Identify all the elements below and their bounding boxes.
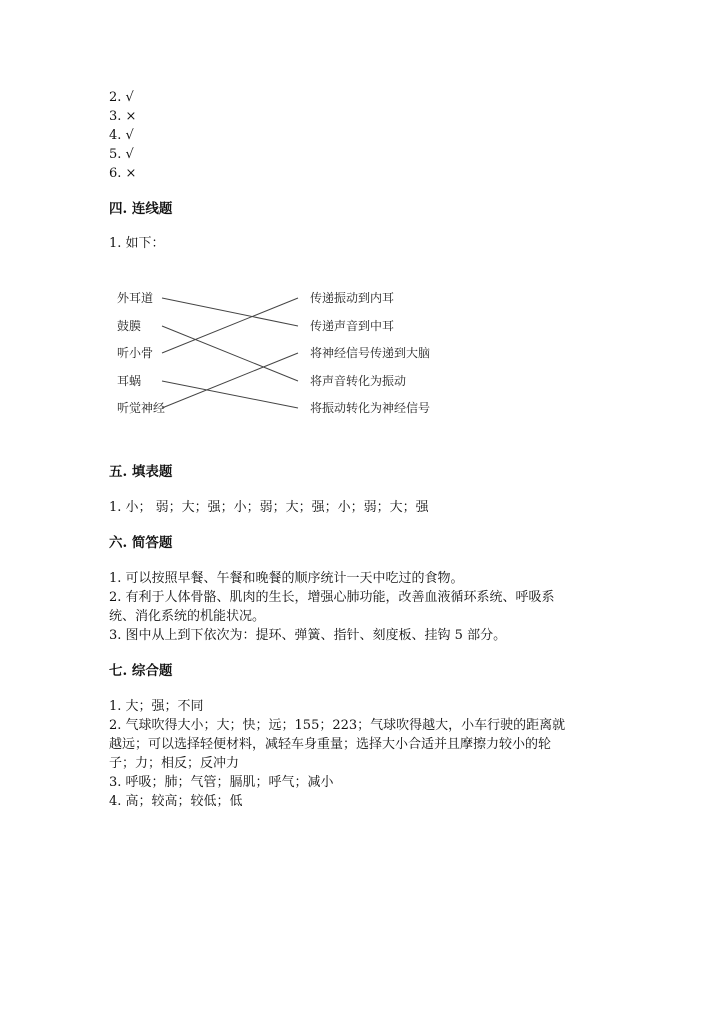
connector-line — [162, 381, 298, 408]
judge-answer-2: 2. √ — [109, 90, 134, 105]
connector-line — [162, 326, 298, 381]
right-item: 将声音转化为振动 — [310, 374, 407, 388]
judge-answer-5: 5. √ — [109, 147, 134, 162]
left-item: 外耳道 — [117, 291, 154, 305]
connector-line — [162, 298, 298, 353]
connector-line — [162, 353, 298, 408]
section-7-line: 4. 高；较高；较低；低 — [109, 794, 243, 809]
left-item: 听觉神经 — [117, 401, 166, 415]
connector-line — [162, 298, 298, 326]
right-item: 传递声音到中耳 — [310, 319, 395, 333]
section-6-title: 六. 简答题 — [109, 535, 173, 551]
section-6-line: 3. 图中从上到下依次为：提环、弹簧、指针、刻度板、挂钩 5 部分。 — [109, 628, 507, 643]
section-4-intro: 1. 如下： — [109, 236, 165, 251]
judge-answer-6: 6. × — [109, 166, 137, 181]
section-7-line: 3. 呼吸；肺；气管；膈肌；呼气；减小 — [109, 775, 334, 790]
section-6-line: 统、消化系统的机能状况。 — [109, 609, 266, 624]
section-5-title: 五. 填表题 — [109, 464, 173, 480]
right-item: 将振动转化为神经信号 — [310, 401, 431, 415]
left-item: 耳蜗 — [117, 374, 142, 388]
left-item: 鼓膜 — [117, 319, 142, 333]
section-6-line: 2. 有利于人体骨骼、肌肉的生长，增强心肺功能，改善血液循环系统、呼吸系 — [109, 590, 555, 605]
judge-answer-4: 4. √ — [109, 128, 134, 143]
section-7-line: 子；力；相反；反冲力 — [109, 756, 240, 771]
section-5-answer: 1. 小； 弱；大；强；小；弱；大；强；小；弱；大；强 — [109, 500, 429, 515]
section-7-title: 七. 综合题 — [109, 663, 173, 679]
judge-answer-3: 3. × — [109, 109, 137, 124]
left-item: 听小骨 — [117, 346, 154, 360]
connector-lines — [162, 298, 298, 408]
matching-diagram — [100, 280, 480, 430]
section-7-line: 1. 大；强；不同 — [109, 699, 204, 714]
section-7-line: 2. 气球吹得大小；大；快；远；155；223；气球吹得越大，小车行驶的距离就 — [109, 718, 566, 733]
right-item: 将神经信号传递到大脑 — [310, 346, 431, 360]
right-item: 传递振动到内耳 — [310, 291, 395, 305]
section-4-title: 四. 连线题 — [109, 201, 173, 217]
section-7-line: 越远；可以选择轻便材料，减轻车身重量；选择大小合适并且摩擦力较小的轮 — [109, 737, 552, 752]
section-6-line: 1. 可以按照早餐、午餐和晚餐的顺序统计一天中吃过的食物。 — [109, 571, 464, 586]
